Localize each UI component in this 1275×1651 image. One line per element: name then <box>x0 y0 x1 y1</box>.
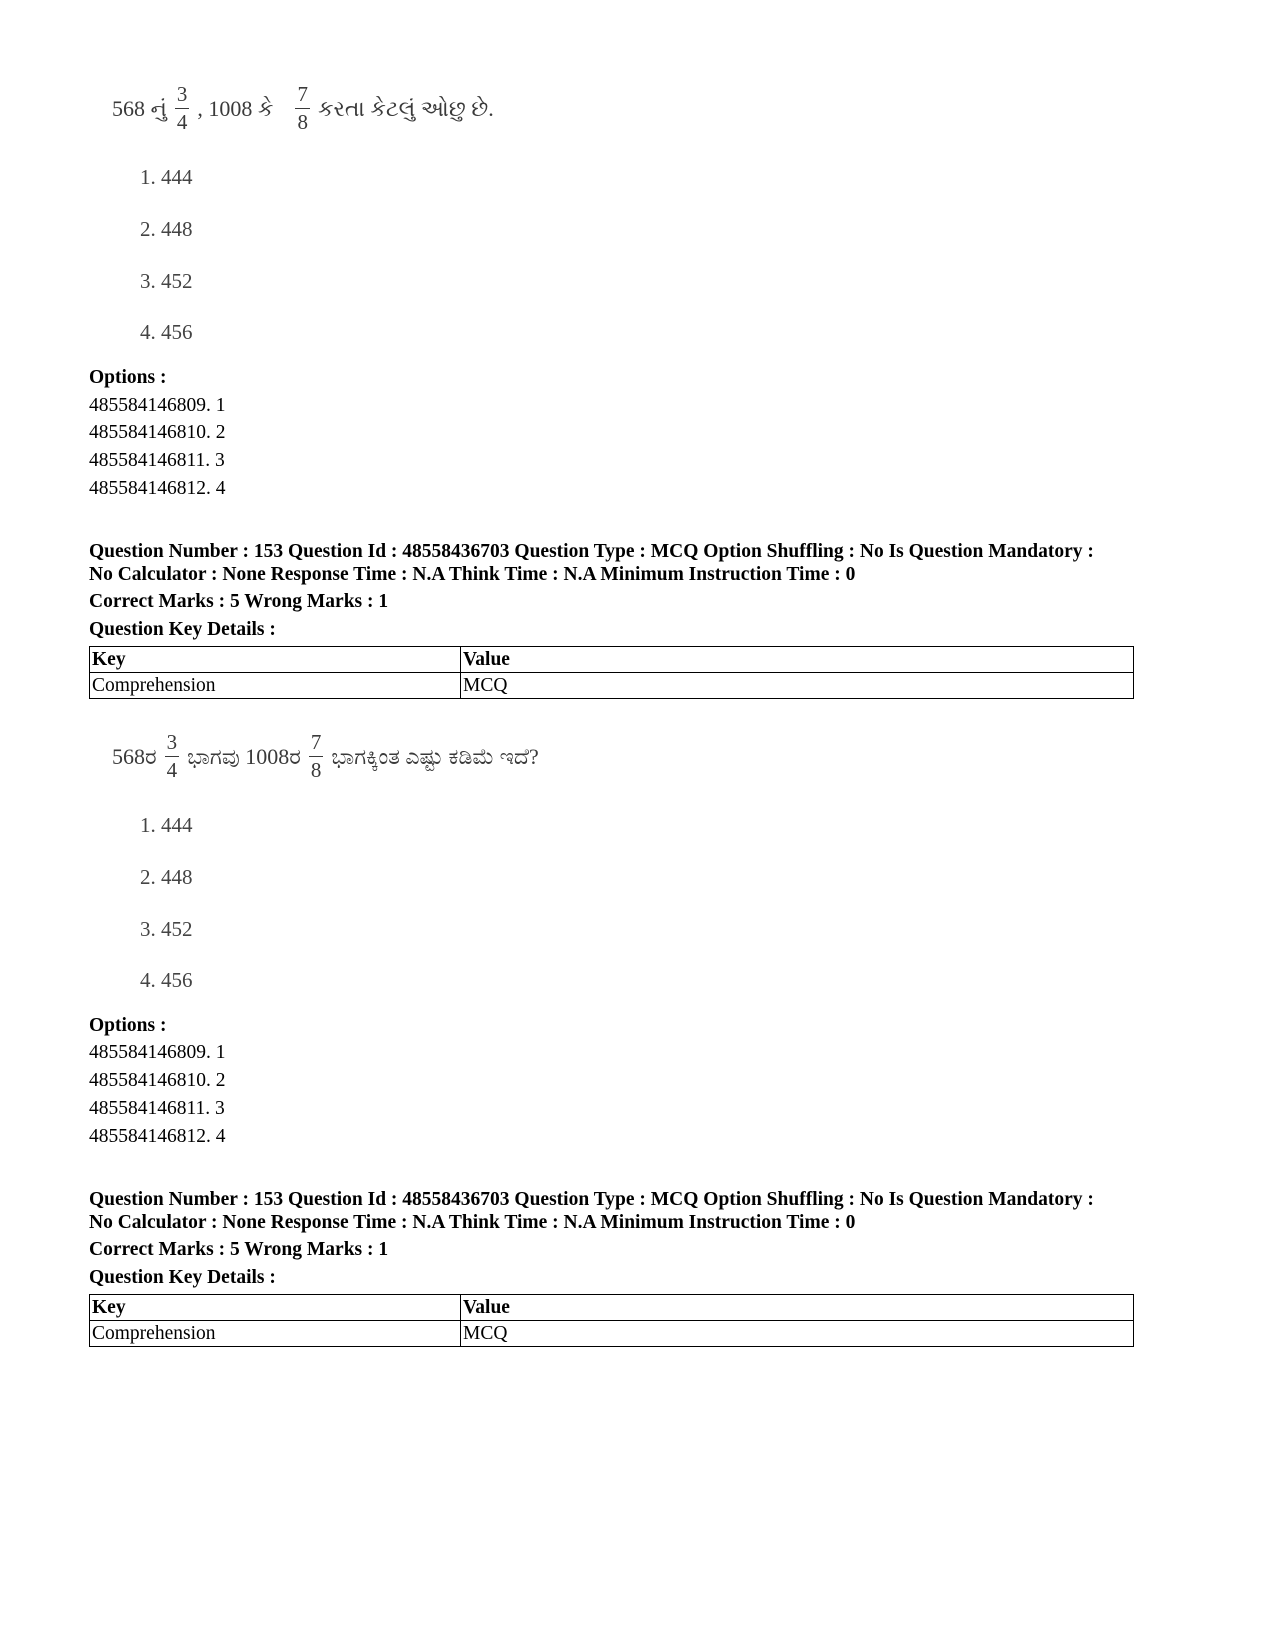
choice-item: 3. 452 <box>140 269 193 293</box>
table-header-value: Value <box>461 1295 1134 1321</box>
table-cell-key: Comprehension <box>90 673 461 699</box>
question-meta-line1: Question Number : 153 Question Id : 48558436703 Question Type : MCQ Option Shuffling : No Is Question Mandatory : <box>89 1189 1094 1210</box>
option-row: 485584146811. 3 <box>89 450 225 471</box>
question-suffix: કરતા કેટલું ઓછુ છે. <box>317 95 494 121</box>
fraction: $\frac{7}{8}$ <box>297 82 308 134</box>
key-details-label: Question Key Details : <box>89 1267 276 1288</box>
option-row: 485584146810. 2 <box>89 422 226 443</box>
table-header-row <box>90 647 1134 673</box>
option-row: 485584146812. 4 <box>89 478 226 499</box>
key-details-table <box>89 1294 1134 1347</box>
question-meta-line2: No Calculator : None Response Time : N.A Think Time : N.A Minimum Instruction Time : 0 <box>89 1212 856 1233</box>
table-cell-value: MCQ <box>461 673 1134 699</box>
question-suffix: ಭಾಗಕ್ಕಿಂತ ಎಷ್ಟು ಕಡಿಮೆ ಇದೆ? <box>331 743 539 769</box>
option-row: 485584146810. 2 <box>89 1070 226 1091</box>
table-cell-value: MCQ <box>461 1321 1134 1347</box>
table-row <box>90 1321 1134 1347</box>
table-header-row <box>90 1295 1134 1321</box>
fraction: $\frac{3}{4}$ <box>176 82 188 134</box>
key-details-label: Question Key Details : <box>89 619 276 640</box>
choice-item: 4. 456 <box>140 320 193 344</box>
marks-line: Correct Marks : 5 Wrong Marks : 1 <box>89 1239 389 1260</box>
key-details-table <box>89 646 1134 699</box>
question-meta-line2: No Calculator : None Response Time : N.A Think Time : N.A Minimum Instruction Time : 0 <box>89 564 856 585</box>
option-row: 485584146812. 4 <box>89 1126 226 1147</box>
question-prefix: 568ರ <box>112 743 157 769</box>
choice-item: 1. 444 <box>140 165 193 189</box>
table-header-key: Key <box>90 1295 461 1321</box>
table-row <box>90 673 1134 699</box>
fraction: $\frac{3}{4}$ <box>166 730 178 782</box>
options-label: Options : <box>89 1015 167 1036</box>
table-header-key: Key <box>90 647 461 673</box>
question-middle: , 1008 કે <box>197 95 274 121</box>
choice-item: 3. 452 <box>140 917 193 941</box>
question-image-1 <box>112 84 494 133</box>
choice-item: 4. 456 <box>140 968 193 992</box>
question-image-2 <box>112 732 539 781</box>
question-middle: ಭಾಗವು 1008ರ <box>187 743 301 769</box>
choice-item: 2. 448 <box>140 865 193 889</box>
option-row: 485584146811. 3 <box>89 1098 225 1119</box>
choice-item: 2. 448 <box>140 217 193 241</box>
question-prefix: 568 નું <box>112 95 167 121</box>
question-meta-line1: Question Number : 153 Question Id : 48558436703 Question Type : MCQ Option Shuffling : No Is Question Mandatory : <box>89 541 1094 562</box>
table-cell-key: Comprehension <box>90 1321 461 1347</box>
option-row: 485584146809. 1 <box>89 395 226 416</box>
fraction: $\frac{7}{8}$ <box>310 730 322 782</box>
table-header-value: Value <box>461 647 1134 673</box>
options-label: Options : <box>89 367 167 388</box>
marks-line: Correct Marks : 5 Wrong Marks : 1 <box>89 591 389 612</box>
choice-item: 1. 444 <box>140 813 193 837</box>
option-row: 485584146809. 1 <box>89 1042 226 1063</box>
